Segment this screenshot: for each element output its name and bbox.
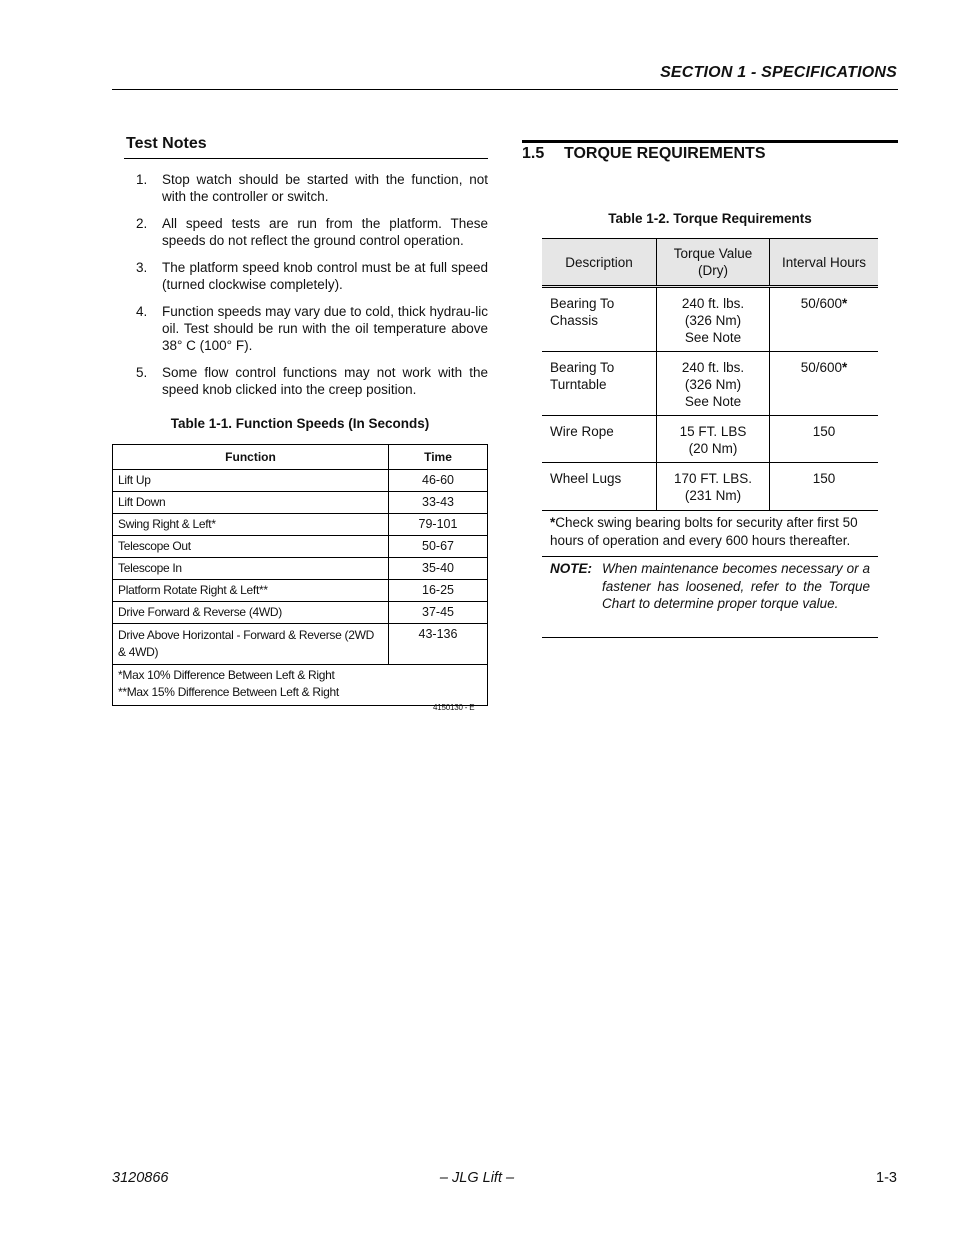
time-cell: 35-40 [389,558,488,580]
asterisk-marker: * [842,296,848,311]
time-cell: 37-45 [389,602,488,624]
test-notes-divider [124,158,488,159]
list-item-text: Some flow control functions may not work with the speed knob clicked into the creep position. [162,365,488,397]
time-cell: 46-60 [389,470,488,492]
interval-value: 50/600 [800,360,843,375]
table-footnotes [113,665,488,706]
note-divider-top [542,556,878,557]
torque-line: (231 Nm) [684,488,742,503]
column-header-time: Time [389,445,488,470]
torque-line: 170 FT. LBS. [673,471,753,486]
torque-line: 15 FT. LBS [679,424,747,439]
torque-line: 240 ft. lbs. [681,296,745,311]
torque-line: (20 Nm) [688,441,738,456]
time-cell: 16-25 [389,580,488,602]
list-item-number: 5. [136,365,148,380]
table1-caption: Table 1-1. Function Speeds (In Seconds) [170,416,430,431]
maintenance-note [550,560,870,613]
table-row [113,602,488,624]
test-notes-list [136,171,488,408]
table-header-row [542,239,878,287]
section-heading [522,145,766,163]
description-cell: Bearing To Chassis [542,287,657,352]
time-cell: 79-101 [389,514,488,536]
table-row [113,514,488,536]
list-item-number: 1. [136,172,148,187]
note-text: When maintenance becomes necessary or a fastener has loosened, refer to the Torque Chart to determine proper torque value. [602,561,870,611]
table-header-row [113,445,488,470]
table-row [542,463,878,511]
list-item-number: 2. [136,216,148,231]
table-row [113,470,488,492]
torque-requirements-table [542,238,878,511]
torque-cell [657,416,770,463]
interval-cell [770,463,879,511]
table-row [113,624,488,665]
description-cell: Bearing To Turntable [542,352,657,416]
table-doc-code: 4150130 - E [433,703,475,712]
note-label: NOTE: [550,561,592,576]
torque-footnote [542,514,878,550]
list-item-text: Stop watch should be started with the function, not with the controller or switch. [162,172,488,204]
table-row [542,416,878,463]
table-footnote-row [113,665,488,706]
section-header-title: SECTION 1 - SPECIFICATIONS [660,64,897,81]
table-row [542,287,878,352]
interval-value: 50/600 [800,296,843,311]
list-item-text: Function speeds may vary due to cold, thick hydrau-lic oil. Test should be run with the oil temperature above 38° C (100° F). [162,304,488,353]
torque-line: See Note [684,394,742,409]
function-cell: Telescope Out [113,536,389,558]
asterisk-marker: * [550,515,556,530]
section-title: TORQUE REQUIREMENTS [564,145,766,162]
column-header-interval-hours: Interval Hours [770,239,879,287]
interval-cell [770,352,879,416]
description-cell: Wheel Lugs [542,463,657,511]
torque-cell [657,352,770,416]
time-cell: 50-67 [389,536,488,558]
list-item-number: 4. [136,304,148,319]
header-divider [112,89,898,90]
torque-line: (326 Nm) [684,377,742,392]
test-notes-heading: Test Notes [126,135,207,152]
section-number: 1.5 [522,145,545,162]
column-header-torque-value: Torque Value (Dry) [657,239,770,287]
table-row [113,536,488,558]
list-item [136,259,488,293]
torque-line: See Note [684,330,742,345]
list-item-text: The platform speed knob control must be at full speed (turned clockwise completely). [162,260,488,292]
table-row [113,492,488,514]
list-item [136,364,488,398]
column-header-description: Description [542,239,657,287]
footer-brand: – JLG Lift – [439,1170,515,1186]
torque-line: (326 Nm) [684,313,742,328]
interval-cell [770,287,879,352]
description-cell: Wire Rope [542,416,657,463]
asterisk-marker: * [842,360,848,375]
function-cell: Drive Forward & Reverse (4WD) [113,602,389,624]
list-item [136,303,488,354]
torque-line: 240 ft. lbs. [681,360,745,375]
footnote-text: Check swing bearing bolts for security after first 50 hours of operation and every 600 hours thereafter. [550,515,858,548]
function-cell: Lift Up [113,470,389,492]
function-cell: Drive Above Horizontal - Forward & Reverse (2WD & 4WD) [113,624,389,665]
list-item [136,215,488,249]
torque-cell [657,463,770,511]
table-row [542,352,878,416]
list-item-text: All speed tests are run from the platform. These speeds do not reflect the ground control operation. [162,216,488,248]
table-row [113,558,488,580]
table-row [113,580,488,602]
function-cell: Swing Right & Left* [113,514,389,536]
time-cell: 33-43 [389,492,488,514]
column-header-function: Function [113,445,389,470]
section-divider [522,140,898,143]
time-cell: 43-136 [389,624,488,665]
footnote-line: **Max 15% Difference Between Left & Right [118,685,339,699]
list-item-number: 3. [136,260,148,275]
function-cell: Lift Down [113,492,389,514]
footer-doc-number: 3120866 [112,1170,169,1186]
table2-caption: Table 1-2. Torque Requirements [608,211,812,226]
interval-cell [770,416,879,463]
interval-value: 150 [812,471,836,486]
list-item [136,171,488,205]
function-cell: Platform Rotate Right & Left** [113,580,389,602]
torque-cell [657,287,770,352]
footnote-line: *Max 10% Difference Between Left & Right [118,668,335,682]
note-divider-bottom [542,637,878,638]
function-speeds-table [112,444,488,706]
interval-value: 150 [812,424,836,439]
function-cell: Telescope In [113,558,389,580]
footer-page-number: 1-3 [876,1170,897,1186]
